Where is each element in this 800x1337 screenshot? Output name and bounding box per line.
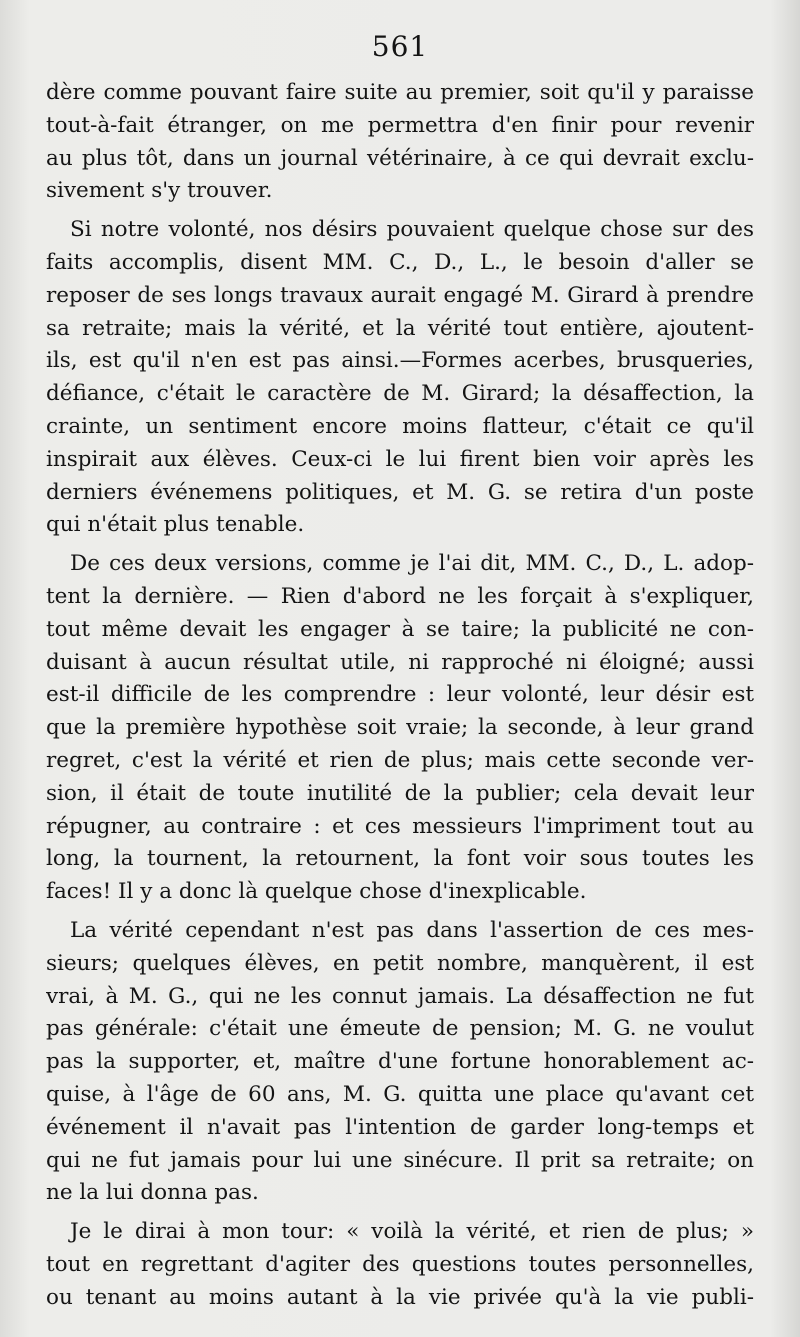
text-line: que la première hypothèse soit vraie; la seconde, à leur grand [46,715,754,741]
text-line: sa retraite; mais la vérité, et la vérité tout entière, ajoutent- [46,315,754,341]
text-line: ne la lui donna pas. [46,1180,259,1206]
text-line: sivement s'y trouver. [46,178,273,204]
text-line: quise, à l'âge de 60 ans, M. G. quitta une place qu'avant cet [46,1081,754,1107]
page-number: 561 [371,30,429,63]
text-line: crainte, un sentiment encore moins flatteur, c'était ce qu'il [46,413,754,439]
text-line: Je le dirai à mon tour: « voilà la vérité, et rien de plus; » [70,1219,754,1245]
paragraph [46,548,754,909]
text-line: tout en regrettant d'agiter des questions toutes personnelles, [46,1251,754,1277]
body-text [46,77,754,1314]
text-line: long, la tournent, la retournent, la font voir sous toutes les [46,846,754,872]
text-line: dère comme pouvant faire suite au premier, soit qu'il y paraisse [46,80,754,105]
text-line: inspirait aux élèves. Ceux-ci le lui firent bien voir après les [46,446,754,472]
text-line: tent la dernière. — Rien d'abord ne les forçait à s'expliquer, [46,583,754,609]
text-line: faces! Il y a donc là quelque chose d'inexplicable. [46,879,587,905]
text-line: ils, est qu'il n'en est pas ainsi.—Formes acerbes, brusqueries, [46,348,754,374]
text-line: pas la supporter, et, maître d'une fortune honorablement ac- [46,1049,754,1075]
text-line: duisant à aucun résultat utile, ni rapproché ni éloigné; aussi [46,649,754,675]
text-line: est-il difficile de les comprendre : leur volonté, leur désir est [46,682,754,708]
text-line: événement il n'avait pas l'intention de garder long-temps et [46,1114,754,1140]
text-line: faits accomplis, disent MM. C., D., L., le besoin d'aller se [46,249,754,275]
text-line: vrai, à M. G., qui ne les connut jamais. La désaffection ne fut [46,983,754,1009]
text-line: sion, il était de toute inutilité de la publier; cela devait leur [46,780,754,806]
paragraph [46,1216,754,1314]
text-line: défiance, c'était le caractère de M. Girard; la désaffection, la [46,381,754,407]
text-line: De ces deux versions, comme je l'ai dit, MM. C., D., L. adop- [70,551,754,577]
text-line: pas générale: c'était une émeute de pension; M. G. ne voulut [46,1016,754,1042]
text-line: La vérité cependant n'est pas dans l'assertion de ces mes- [70,917,754,943]
text-line: reposer de ses longs travaux aurait engagé M. Girard à prendre [46,282,754,308]
text-line: qui n'était plus tenable. [46,512,305,538]
paragraph [46,77,754,208]
text-line: tout-à-fait étranger, on me permettra d'en finir pour revenir [46,112,754,138]
text-line: ou tenant au moins autant à la vie privée qu'à la vie publi- [46,1284,754,1310]
text-line: Si notre volonté, nos désirs pouvaient quelque chose sur des [70,217,754,243]
text-line: qui ne fut jamais pour lui une sinécure. Il prit sa retraite; on [46,1147,754,1173]
text-line: au plus tôt, dans un journal vétérinaire, à ce qui devrait exclu- [46,145,754,171]
text-line: sieurs; quelques élèves, en petit nombre, manquèrent, il est [46,950,754,976]
text-line: répugner, au contraire : et ces messieurs l'impriment tout au [46,813,754,839]
paragraph [46,915,754,1210]
paragraph [46,214,754,542]
text-line: regret, c'est la vérité et rien de plus; mais cette seconde ver- [46,747,754,773]
text-line: derniers événemens politiques, et M. G. se retira d'un poste [46,479,754,505]
text-line: tout même devait les engager à se taire; la publicité ne con- [46,616,754,642]
